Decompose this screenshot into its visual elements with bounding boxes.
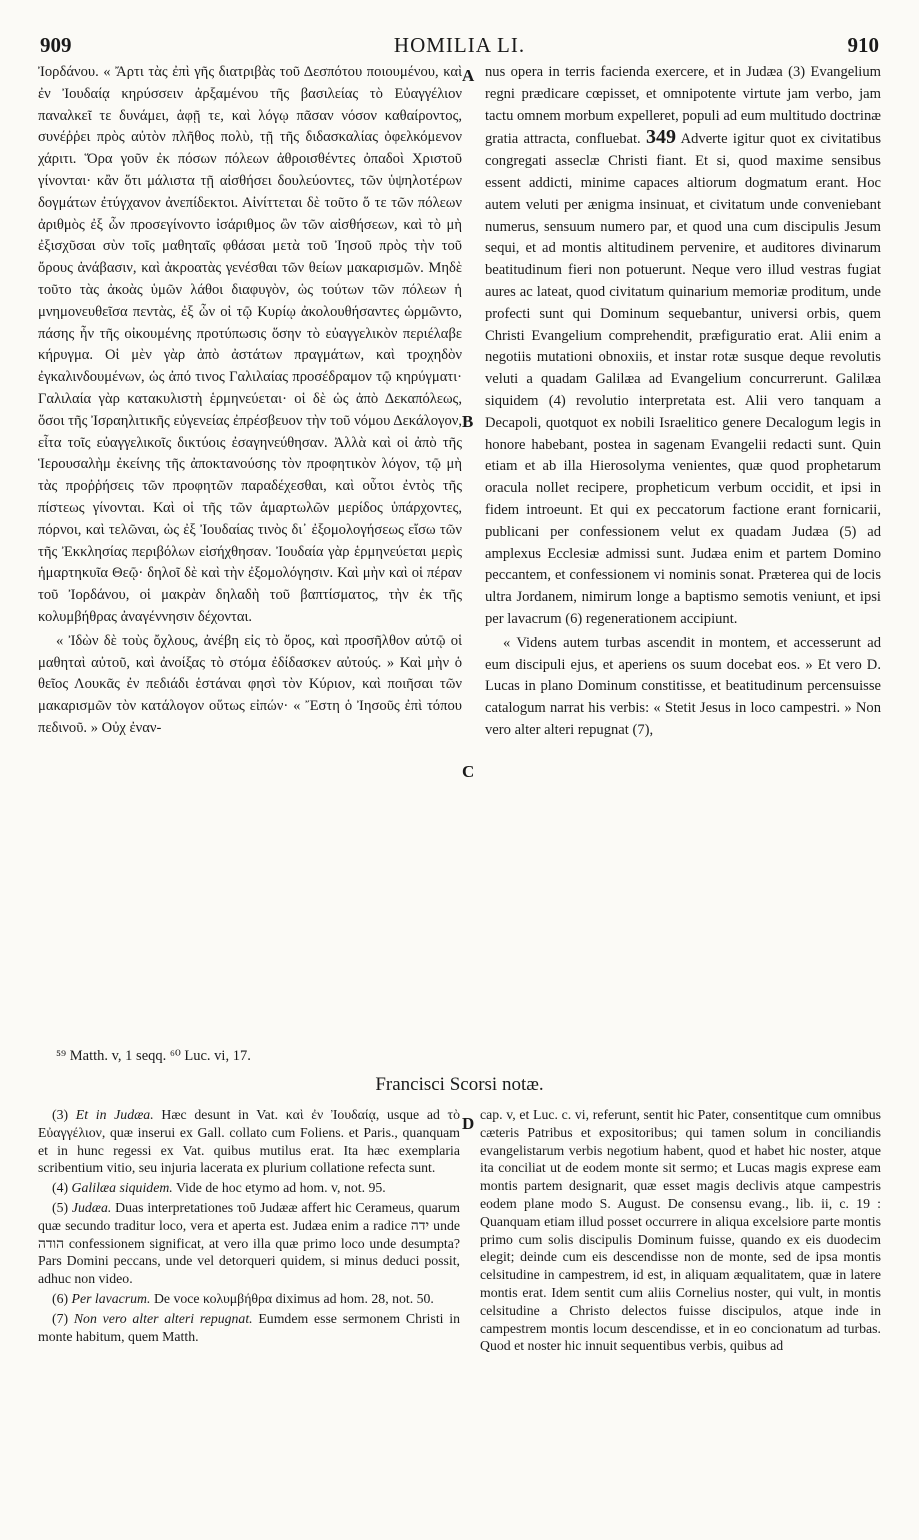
- note-label: (7): [52, 1310, 69, 1326]
- notes-right-column: [480, 1106, 881, 1524]
- latin-text-2: Adverte igitur quot ex civitatibus congregati asseclæ Christi fiant. Et si, quod maxime sensibus essent addicti, minime capaces altiorum dogmatum erant. Hoc autem veluti per ænigma insinuat, et civitatum unde conveniebant numerus, sensuum numero par, et quod una cum discipulis Jesum sequi, et ad montis altitudinem pervenire, et auditores divinarum beatitudinum fieri non potuerunt. Neque vero illud vestras fugiat aures ac lateat, quod civitatum quinarium memoriæ proditum, unde profecti sunt qui Dominum sequebantur, universi orbis, quem Christi Evangelium comprehendit, præfiguratio erat. Alii enim a negotiis mutationi obnoxiis, et instar rotæ susque deque revolutis veluti a quadam Galilæa ad Evangelium concurrerunt. Galilæa siquidem (4) revolutio interpretata est. Alii vero tanquam a Decapoli, quotquot ex nobili Israelitico genere Decalogum legis in honore habebant, postea in sagenam Evangelii redacti sunt. Quin etiam et ab illa Hierosolyma venientes, quæ quod prophetarum oracula nollet recipere, propheticum verbum occidit, et ipsi in fidem introeunt. Et qui ex peccatorum factione erant fornicarii, publicani per confessionem velut ex quadam Judæa (5) ad amplexus Ecclesiæ admissi sunt. Judæa enim et partem Domino peccantem, et confessionem vi nominis sonat. Præterea qui de locis ultra Jordanem, nimirum longe a baptismo semotis veniunt, et ipsi per lavacrum (6) regenerationem accipiunt.: [485, 131, 881, 627]
- running-title: HOMILIA LI.: [393, 33, 526, 57]
- note-head: Judæa.: [71, 1199, 112, 1215]
- notes-title: Francisci Scorsi notæ.: [375, 1074, 544, 1095]
- page-number-left: 909: [40, 33, 72, 57]
- notes-left-column: [38, 1106, 460, 1524]
- note-4: [38, 1179, 460, 1197]
- note-label: (4): [52, 1180, 69, 1196]
- note-5: [38, 1199, 460, 1288]
- note-text: Eumdem esse sermonem Christi in monte habitum, quem Matth.: [38, 1310, 460, 1344]
- greek-paragraph-2: « Ἰδὼν δὲ τοὺς ὄχλους, ἀνέβη εἰς τὸ ὄρος, καὶ προσῆλθον αὐτῷ οἱ μαθηταὶ αὐτοῦ, καὶ ἀνοίξας τὸ στόμα ἐδίδασκεν αὐτούς. » Καὶ μὴν ὁ θεῖος Λουκᾶς ἐν πεδιάδι ἑστάναι φησὶ τὸν Κύριον, καὶ ποιῆσαι τῶν μακαρισμῶν τὸν κατάλογον οὕτως εἰπών· « Ἔστη ὁ Ἰησοῦς ἐπὶ τόπου πεδινοῦ. » Οὐχ ἐναν-: [38, 632, 462, 736]
- note-text: Vide de hoc etymo ad hom. v, not. 95.: [175, 1180, 386, 1196]
- margin-letter-d: D: [462, 1114, 475, 1133]
- latin-text-1: nus opera in terris facienda exercere, et in Judæa (3) Evangelium regni prædicare cœpisset, et omnipotente virtute jam verbo, jam tactu omnem morbum expelleret, populi ad eum multitudo doctrinæ gratia attracta, confluebat.: [485, 64, 881, 148]
- note-7: [38, 1310, 460, 1346]
- margin-letter-b: B: [462, 412, 474, 431]
- note-head: Galilæa siquidem.: [71, 1180, 173, 1196]
- note-label: (5): [52, 1199, 69, 1215]
- margin-letter-c: C: [462, 762, 475, 781]
- note-text: De voce κολυμβήθρα diximus ad hom. 28, not. 50.: [153, 1290, 434, 1306]
- greek-column: [38, 62, 462, 1044]
- note-label: (3): [52, 1107, 69, 1122]
- note-6: [38, 1290, 460, 1308]
- note-head: Et in Judæa.: [75, 1107, 154, 1122]
- scripture-footnote: ⁵⁹ Matth. v, 1 seqq. ⁶⁰ Luc. vi, 17.: [56, 1048, 251, 1064]
- note-label: (6): [52, 1290, 69, 1306]
- note-text: Hæc desunt in Vat. καὶ ἐν Ἰουδαίᾳ, usque ad τὸ Εὐαγγέλιον, quæ inserui ex Gall. collato cum Foliens. et Paris., quanquam et in hunc regessi ex Vat. quibus mutilus erat. Ita hæc exemplaria scribentium vitio, seu injuria lacerata ex plurium collatione refecta sunt.: [38, 1107, 460, 1176]
- greek-paragraph-1: Ἰορδάνου. « Ἄρτι τὰς ἐπὶ γῆς διατριβὰς τοῦ Δεσπότου ποιουμένου, καὶ ἐν Ἰουδαίᾳ κηρύσσειν ἀρξαμένου τῆς βασιλείας τὸ Εὐαγγέλιον παναλκεῖ τε δυνάμει, ἁφῇ τε, καὶ λόγῳ πᾶσαν νόσον καθαίροντος, συνέῤῥει πρὸς αὐτὸν πλῆθος πολὺ, τῇ τῆς διδασκαλίας ὀφελκόμενον χάριτι. Ὅρα γοῦν ἐκ πόσων πόλεων ἀθροισθέντες ὀπαδοὶ Χριστοῦ γίνονται· κἂν ὅτι μάλιστα τῇ αἰσθήσει δουλεύοντες, τῶν ὑψηλοτέρων δογμάτων ἐτύγχανον ἀνεπίδεκτοι. Αἰνίττεται δὲ τοῦτο ὅ τε τῶν πόλεων ἀριθμὸς ἐξ ὧν προσεγίνοντο ἰσάριθμος ὢν τῶν αἰσθήσεων, καὶ τὸ μὴ ἐξισχῦσαι σὺν τοῖς μαθηταῖς φθάσαι μετὰ τοῦ Ἰησοῦ πρὸς τὴν τοῦ ὄρους ἀνάβασιν, καὶ ἀκροατὰς γενέσθαι τῶν θείων μακαρισμῶν. Μηδὲ τοῦτο τὰς ἀκοὰς ὑμῶν λάθοι διαφυγὸν, ὡς τούτων τῶν πόλεων ἡ μνημονευθεῖσα πεντὰς, ἐξ ὧν οἱ τῷ Κυρίῳ ἀκολουθήσαντες ὡρμῶντο, πάσης ἦν τῆς οἰκουμένης προτύπωσις ὅσην τὸ εὐαγγελικὸν περιέλαβε κήρυγμα. Οἱ μὲν γὰρ ἀπὸ ἀστάτων πραγμάτων, καὶ τροχηδὸν ἐγκαλινδουμένων, ὡς ἀπό τινος Γαλιλαίας προσέδραμον τῷ κηρύγματι· Γαλιλαία γὰρ κατακυλιστὴ ἑρμηνεύεται· οἱ δὲ ὡς ἀπὸ Δεκαπόλεως, ὅσοι τῆς Ἰσραηλιτικῆς εὐγενείας ἐπρέσβευον τὴν τοῦ νόμου Δεκάλογον, εἶτα τοῖς εὐαγγελικοῖς δικτύοις ἐσαγηνεύθησαν. Ἀλλὰ καὶ οἱ ἀπὸ τῆς Ἱερουσαλὴμ ἐκείνης τῆς ἀποκτανούσης τὸν προφητικὸν λόγον, τῷ μὴ τὰς προῤῥήσεις τῶν προφητῶν παραδέχεσθαι, καὶ οὗτοι ἐντὸς τῆς πίστεως γίνονται. Καὶ οἱ τῆς τῶν ἁμαρτωλῶν μερίδος ὑπάρχοντες, πόρνοι, καὶ τελῶναι, ὡς ἐξ Ἰουδαίας τινὸς δι᾽ ἐξομολογήσεως εἴσω τῶν τῆς Ἐκκλησίας περιβόλων εἰσήχθησαν. Ἰουδαία γὰρ ἑρμηνεύεται μερὶς ἡμαρτηκυῖα Θεῷ· δηλοῖ δὲ καὶ τὴν ἐξομολόγησιν. Καὶ μὴν καὶ οἱ πέραν τοῦ Ἰορδάνου, οἱ μακρὰν δηλαδὴ τοῦ βαπτίσματος, τὴν ἐκ τῆς κολυμβήθρας ἀναγέννησιν δέχονται.: [38, 64, 462, 625]
- margin-letter-a: A: [462, 66, 475, 85]
- latin-paragraph-1: [485, 62, 881, 631]
- note-head: Per lavacrum.: [71, 1290, 151, 1306]
- note-3: [38, 1106, 460, 1177]
- latin-column: [485, 62, 881, 1044]
- note-7-continued: cap. v, et Luc. c. vi, referunt, sentit hic Pater, consentitque cum omnibus cæteris Patribus et expositoribus; qui tamen solum in conciliandis evangelistarum verbis negotium habent, quod et habet hic noster, atque ita conciliat ut de eodem monte sit sermo; et Lucas magis exprese eam montis partem designarit, quæ esset magis declivis atque campestris eodem plane modo S. August. De consensu evang., lib. ii, c. 19 : Quanquam etiam illud posset occurrere in aliqua excelsiore parte montis primo cum solis discipulis Dominum fuisse, quando ex eis duodecim elegit; deinde cum eis descendisse non de monte, sed de ipsa montis celsitudine in campestrem, id est, in aliquam æqualitatem, quæ in latere montis erat. Idem sentit cum aliis Cornelius noster, qui vult, in montis celsitudine a Christo delectos fuisse discipulos, atque inde in campestrem montis locum descendisse, et in eo concionatum ad turbas. Quod et noster hic innuit sequentibus verbis, quibus ad: [480, 1107, 881, 1354]
- note-text: Duas interpretationes τοῦ Judææ affert hic Cerameus, quarum quæ secundo traditur loco, vera et aperta est. Judæa enim a radice ידה unde הודה confessionem significat, at vero illa quæ primo loco unde desumpta? Pars Domini peccans, unde vel detorqueri quidem, si minus deduci possit, adhuc non video.: [38, 1199, 460, 1287]
- migne-column-number: 349: [646, 126, 677, 149]
- latin-paragraph-2: « Videns autem turbas ascendit in montem, et accesserunt ad eum discipuli ejus, et aperiens os suum docebat eos. » Et vero D. Lucas in plano Dominum constitisse, et beatitudinum percensuisse catalogum narrat his verbis: « Stetit Jesus in loco campestri. » Non vero alter alteri repugnat (7),: [485, 634, 881, 738]
- note-head: Non vero alter alteri repugnat.: [73, 1310, 253, 1326]
- page-number-right: 910: [847, 33, 879, 57]
